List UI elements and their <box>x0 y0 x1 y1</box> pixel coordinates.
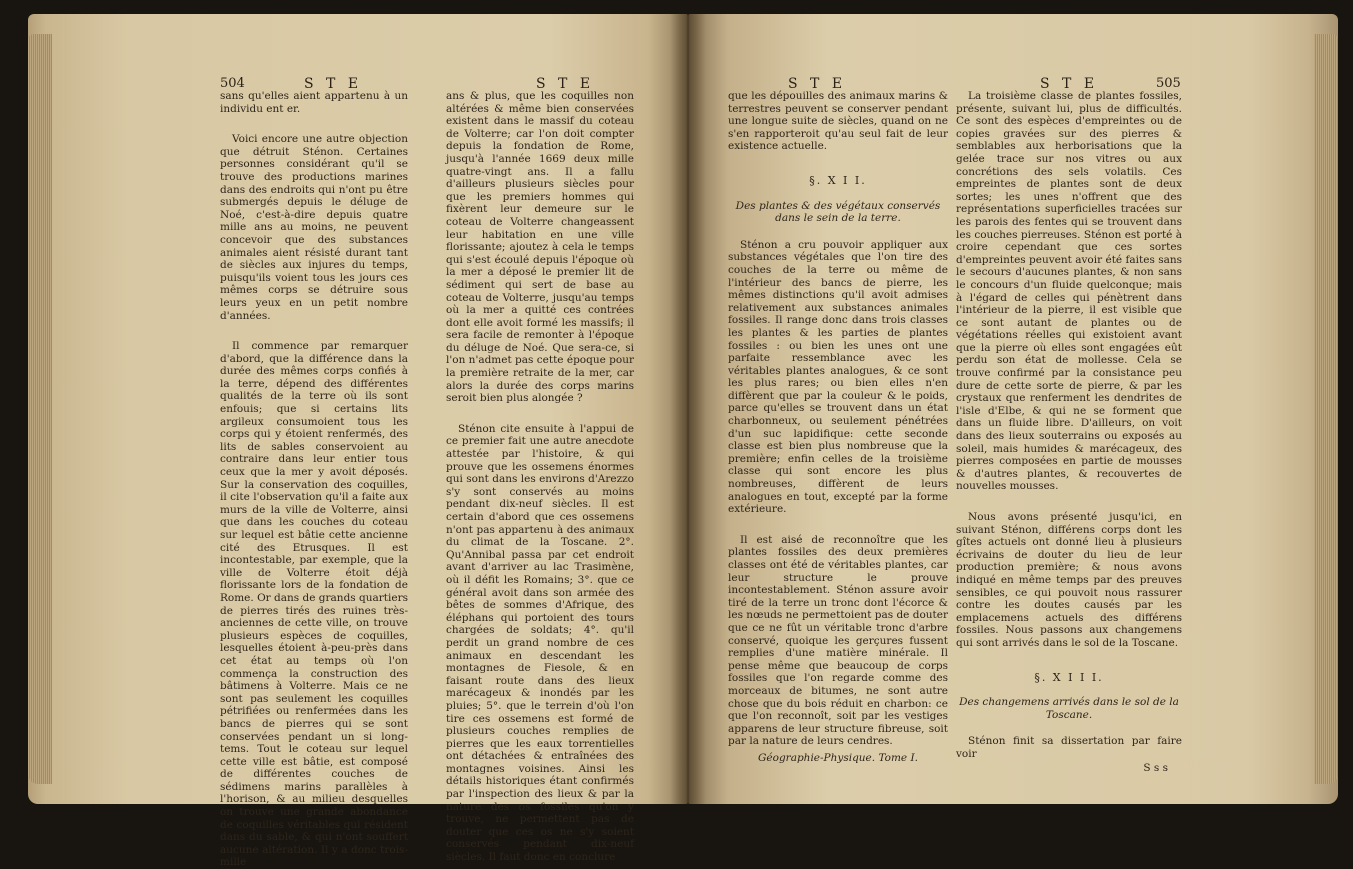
paragraph: Il est aisé de reconnoître que les plantes fossiles des deux premières classes ont été de véritables plantes, car leur structure le prouve incontestablement. Sténon assure avoir tiré de la terre un tronc dont l'écorce & les nœuds ne permettoient pas de douter que ce ne fût un véritable tronc d'arbre conservé, quoique les gerçures fussent remplies d'une matière minérale. Il pense même que beaucoup de corps fossiles que l'on regarde comme des morceaux de bitumes, ne sont autre chose que du bois réduit en charbon: ce que l'on reconnoît, soit par les vestiges apparens de leur structure fibreuse, soit par la nature de leurs cendres. <box>728 533 948 748</box>
running-head: S T E <box>788 76 847 92</box>
page-number: 505 <box>1156 76 1181 91</box>
paragraph: Nous avons présenté jusqu'ici, en suivant Sténon, différens corps dont les gîtes actuels ont donné lieu à plusieurs écrivains de douter du lieu de leur production première; & nous avons indiqué en même temps par des preuves sensibles, ce qui pouvoit nous rassurer contre les doutes causés par les emplacemens actuels des différens fossiles. Nous passons aux changemens qui sont arrivés dans le sol de la Toscane. <box>956 511 1182 649</box>
left-page-edges <box>28 34 52 784</box>
text-column <box>446 90 634 864</box>
page-number: 504 <box>220 76 245 91</box>
book-gutter <box>670 14 706 804</box>
paragraph: Sténon cite ensuite à l'appui de ce premier fait une autre anecdote attestée par l'histoire, & qui prouve que les ossemens énormes qui sont dans les environs d'Arezzo s'y sont conservés au moins pendant dix-neuf siècles. Il est certain d'abord que ces ossemens n'ont pas appartenu à des animaux du climat de la Toscane. 2°. Qu'Annibal passa par cet endroit avant d'arriver au lac Trasimène, où il défit les Romains; 3°. que ce général avoit dans son armée des bêtes de sommes d'Afrique, des éléphans qui portoient des tours chargées de soldats; 4°. qu'il perdit un grand nombre de ces animaux en descendant les montagnes de Fiesole, & en faisant route dans des lieux marécageux & inondés par les pluies; 5°. que le terrein d'où l'on tire ces ossemens est formé de plusieurs couches remplies de pierres que les eaux torrentielles ont détachées & entraînées des montagnes voisines. Ainsi les détails historiques étant confirmés par l'inspection des lieux & par la nature des os fossiles qu'on y trouve, ne permettent pas de douter que ces os ne s'y soient conservés pendant dix-neuf siècles. Il faut donc en conclure <box>446 422 634 864</box>
paragraph: Sténon finit sa dissertation par faire voir <box>956 735 1182 760</box>
section-title: Des plantes & des végétaux conservés dans le sein de la terre. <box>735 199 941 225</box>
text-column <box>728 90 948 765</box>
section-title: Des changemens arrivés dans le sol de la Toscane. <box>959 696 1179 721</box>
section-heading: §. X I I I. <box>1034 670 1104 684</box>
text-column <box>220 90 408 869</box>
paragraph: Il commence par remarquer d'abord, que la différence dans la durée des mêmes corps confiés à la terre, dépend des différentes qualités de la terre où ils sont enfouis; que si certains lits argileux consumoient tous les corps qui y étoient renfermés, des lits de sables conservoient au contraire dans leur entier tous ceux que la mer y avoit déposés. Sur la conservation des coquilles, il cite l'observation qu'il a faite aux murs de la ville de Volterre, ainsi que dans les couches du coteau sur lequel est bâtie cette ancienne cité des Etrusques. Il est incontestable, par exemple, que la ville de Volterre étoit déjà florissante lors de la fondation de Rome. Or dans de grands quartiers de pierres tirés des ruines très-anciennes de cette ville, on trouve plusieurs espèces de coquilles, lesquelles étoient à-peu-près dans cet état au temps où l'on commença la construction des bâtimens à Volterre. Mais ce ne sont pas seulement les coquilles pétrifiées ou renfermées dans les bancs de pierres qui se sont conservées pendant un si long-tems. Tout le coteau sur lequel cette ville est bâtie, est composé de différentes couches de sédimens marins parallèles à l'horison, & au milieu desquelles on trouve une grande abondance de coquilles véritables qui résident dans du sable, & qui n'ont souffert aucune altération. Il y a donc trois-mille <box>220 340 408 869</box>
running-head: S T E <box>1040 76 1099 92</box>
right-page-edges <box>1314 34 1338 784</box>
right-page <box>688 14 1338 804</box>
left-page <box>28 14 688 869</box>
footer-note: Géographie-Physique. Tome I. <box>758 751 918 764</box>
section-heading: §. X I I. <box>809 173 867 187</box>
paragraph: ans & plus, que les coquilles non altérées & même bien conservées existent dans le massif du coteau de Volterre; car l'on doit compter depuis la fondation de Rome, jusqu'à l'année 1669 deux mille quatre-vingt ans. Il a fallu d'ailleurs plusieurs siècles pour que les premiers hommes qui fixèrent leur demeure sur le coteau de Volterre changeassent leur habitation en une ville florissante; ajoutez à cela le temps qui s'est écoulé depuis l'époque où la mer a déposé le premier lit de sédiment qui sert de base au coteau de Volterre, jusqu'au temps où la mer a quitté ces contrées dont elle avoit formé les massifs; il sera facile de remonter à l'époque du déluge de Noé. Que sera-ce, si l'on n'admet pas cette époque pour la première retraite de la mer, car alors la durée des corps marins seroit bien plus alongée ? <box>446 90 634 405</box>
paragraph: que les dépouilles des animaux marins & terrestres peuvent se conserver pendant une longue suite de siècles, quand on ne s'en rapporteroit qu'au seul fait de leur existence actuelle. <box>728 90 948 153</box>
paragraph: La troisième classe de plantes fossiles, présente, suivant lui, plus de difficultés. Ce sont des espèces d'empreintes ou de copies gravées sur des pierres & semblables aux herborisations que la gelée trace sur nos vitres ou aux concrétions des sels volatils. Ces empreintes de plantes sont de deux sortes; les unes n'offrent que des représentations superficielles tracées sur les parois des fentes qui se trouvent dans les couches pierreuses. Sténon est porté à croire cependant que ces sortes d'empreintes peuvent avoir été faites sans le secours d'aucunes plantes, & non sans le concours d'un fluide quelconque; mais à l'égard de celles qui pénètrent dans l'intérieur de la pierre, il est visible que ce sont autant de plantes ou de végétations réelles qui existoient avant que la pierre où elles sont engagées eût perdu son état de mollesse. Cela se trouve confirmé par la consistance peu dure de cette sorte de pierre, & par les crystaux que renferment les dendrites de l'isle d'Elbe, & qui ne se forment que dans un fluide libre. D'ailleurs, on voit dans des lieux souterrains ou exposés au soleil, mais humides & marécageux, des pierres composées en partie de mousses & d'autres plantes, & recouvertes de nouvelles mousses. <box>956 90 1182 493</box>
signature-mark: S s s <box>1143 761 1168 774</box>
paragraph: Voici encore une autre objection que détruit Sténon. Certaines personnes considérant qu'il se trouve des productions marines dans des endroits qui n'ont pu être submergés depuis le déluge de Noé, c'est-à-dire depuis quatre mille ans au moins, ne peuvent concevoir que des substances animales aient résisté durant tant de siècles aux injures du temps, puisqu'ils voient tous les jours ces mêmes corps se détruire sous leurs yeux en un petit nombre d'années. <box>220 133 408 322</box>
running-head: S T E <box>304 76 363 92</box>
text-column <box>956 90 1182 774</box>
paragraph: sans qu'elles aient appartenu à un individu ent er. <box>220 90 408 115</box>
paragraph: Sténon a cru pouvoir appliquer aux substances végétales que l'on tire des couches de la terre ou même de l'intérieur des bancs de pierre, les mêmes distinctions qu'il avoit admises relativement aux substances animales fossiles. Il range donc dans trois classes les plantes & les parties de plantes fossiles : ou bien les unes ont une parfaite ressemblance avec les véritables plantes analogues, & ce sont les plus rares; ou bien elles n'en diffèrent que par la couleur & le poids, parce qu'elles se trouvent dans un état charbonneux, ou seulement pénétrées d'un suc lapidifique: cette seconde classe est bien plus nombreuse que la première; enfin celles de la troisième classe qui sont encore les plus nombreuses, diffèrent de leurs analogues en tout, excepté par la forme extérieure. <box>728 238 948 516</box>
running-head: S T E <box>536 76 595 92</box>
